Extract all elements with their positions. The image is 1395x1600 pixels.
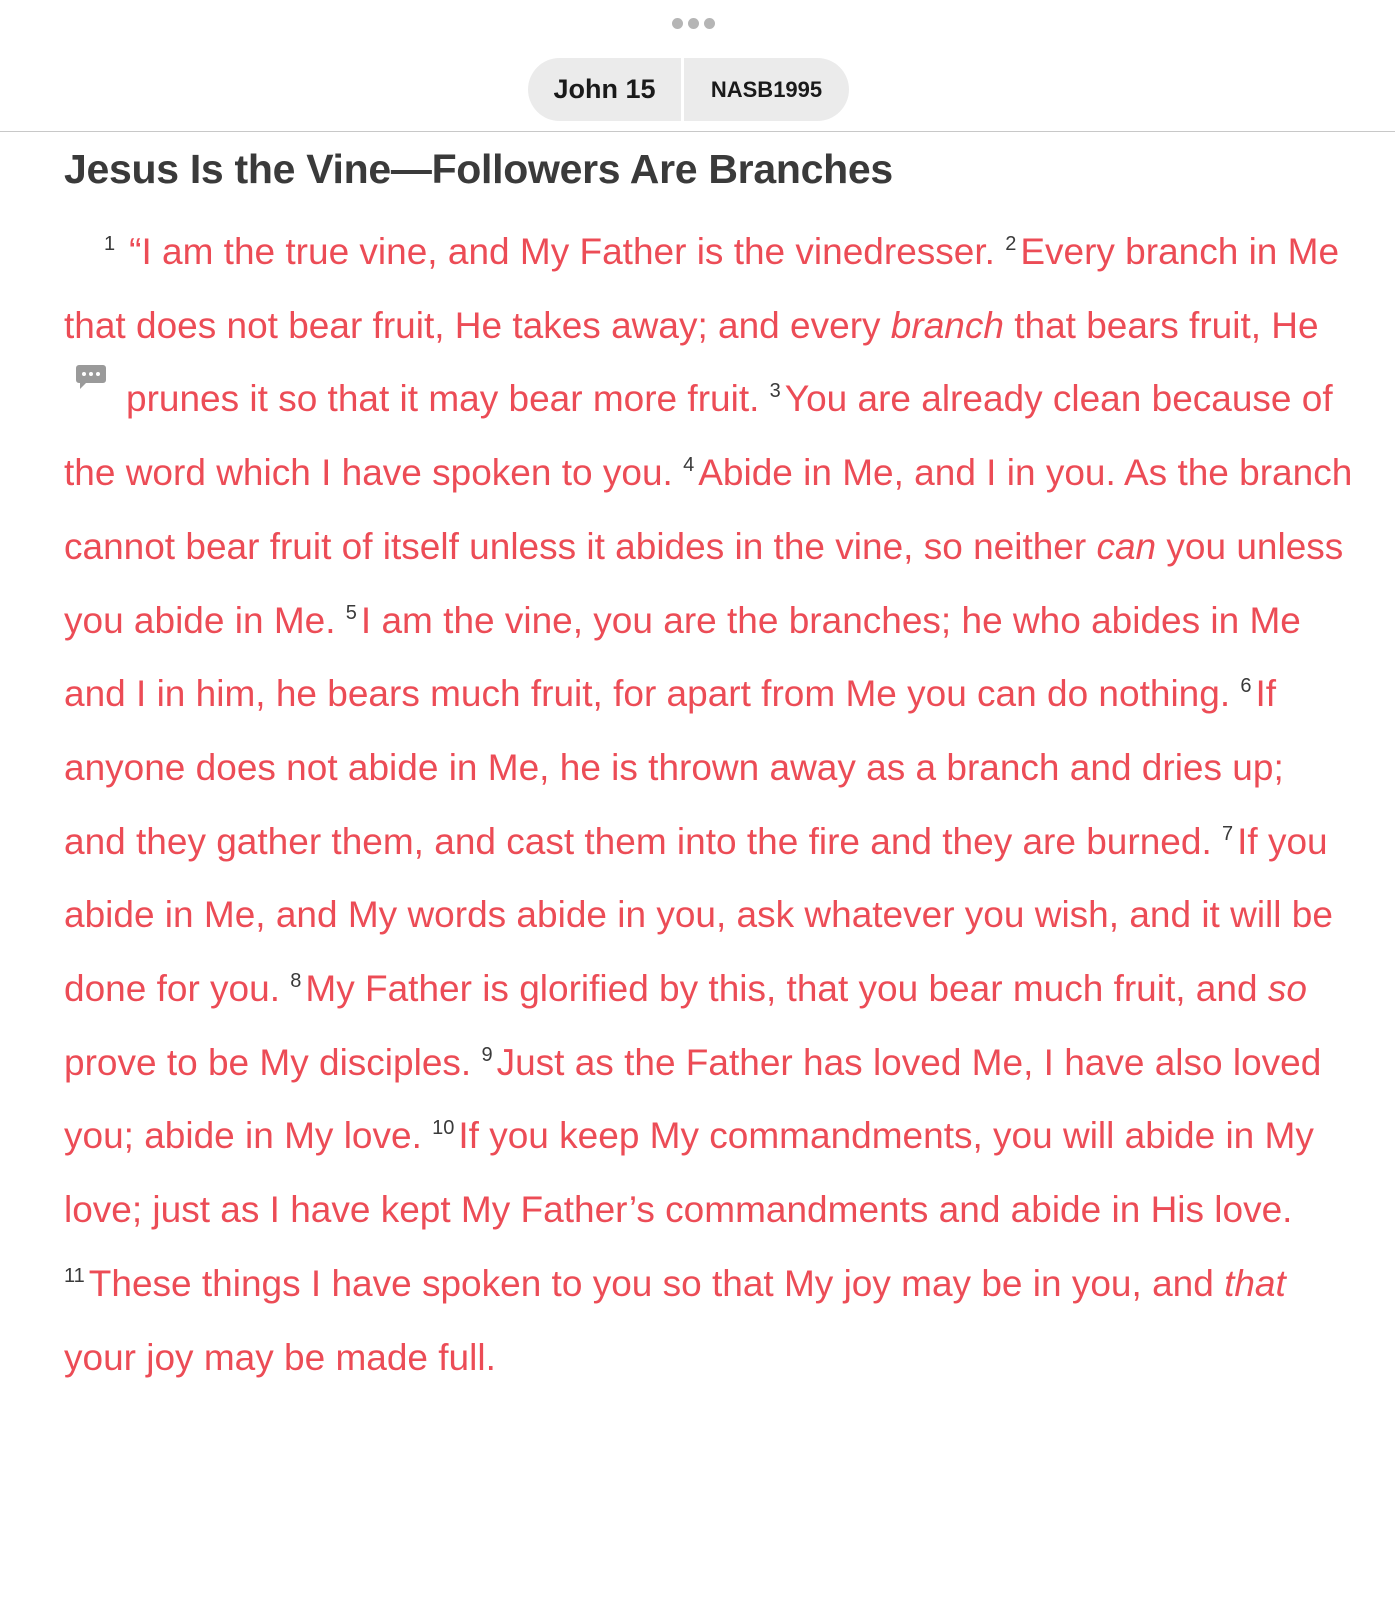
verse-text[interactable]: “I am the true vine, and My Father is the vinedresser. [129, 231, 995, 272]
verse-text[interactable]: My Father is glorified by this, that you bear much fruit, and [305, 968, 1258, 1010]
verse-number[interactable]: 7 [1222, 822, 1234, 845]
section-heading: Jesus Is the Vine—Followers Are Branches [64, 146, 893, 192]
verse-text-italic[interactable]: branch [890, 304, 1004, 346]
verse-number[interactable]: 11 [64, 1264, 85, 1287]
verse-number[interactable]: 3 [769, 380, 781, 403]
verse-text[interactable]: prunes it so that it may bear more fruit. [126, 378, 760, 420]
verse-number[interactable]: 6 [1240, 675, 1252, 698]
verse-number[interactable]: 2 [1005, 233, 1017, 255]
book-chapter-button[interactable]: John 15 [553, 74, 656, 104]
verse-text[interactable]: I am the vine, you are the branches; he who abides in Me and I in him, he bears much fruit, for apart from Me you can do nothing. [64, 599, 1301, 715]
verse-text[interactable]: that bears fruit, He [1014, 304, 1319, 346]
verse-text[interactable]: You are already clean because of the word which I have spoken to you. [64, 378, 1333, 494]
dot [688, 18, 699, 29]
note-comment-icon[interactable] [76, 365, 106, 385]
verse-text[interactable]: If you abide in Me, and My words abide in you, ask whatever you wish, and it will be done for you. [64, 820, 1333, 1010]
verse-number[interactable]: 1 [104, 233, 116, 255]
note-bubble-tail [80, 382, 87, 389]
verse-text[interactable]: your joy may be made full. [64, 1336, 496, 1378]
verse-text[interactable]: If anyone does not abide in Me, he is thrown away as a branch and dries up; and they gather them, and cast them into the fire and they are burned. [64, 673, 1284, 862]
verse-text-italic[interactable]: so [1267, 968, 1307, 1010]
note-bubble [76, 365, 106, 383]
verse-text[interactable]: If you keep My commandments, you will abide in My love; just as I have kept My Father’s commandments and abide in His love. [64, 1115, 1314, 1231]
ellipsis-icon[interactable] [670, 16, 716, 30]
reader-content [64, 131, 1354, 1394]
verse-number[interactable]: 5 [345, 601, 357, 624]
verse-number[interactable]: 4 [683, 454, 695, 477]
verse-text[interactable]: Abide in Me, and I in you. As the branch cannot bear fruit of itself unless it abides in the vine, so neither [64, 452, 1353, 567]
verse-number[interactable]: 9 [481, 1043, 493, 1066]
verse-number[interactable]: 8 [290, 970, 302, 993]
verse-text-italic[interactable]: can [1096, 525, 1157, 567]
dot [672, 18, 683, 29]
verse-text[interactable]: you unless you abide in Me. [64, 525, 1344, 641]
verse-text[interactable]: Every branch in Me that does not bear fruit, He takes away; and every [64, 231, 1340, 346]
verse-text-italic[interactable]: that [1224, 1262, 1286, 1304]
top-bar [0, 0, 1395, 132]
passage-text [64, 215, 1354, 1394]
verse-number[interactable]: 10 [432, 1117, 455, 1140]
dot [704, 18, 715, 29]
reference-selector [528, 58, 849, 121]
verse-text[interactable]: These things I have spoken to you so that My joy may be in you, and [88, 1262, 1214, 1304]
verse-text[interactable]: prove to be My disciples. [64, 1041, 472, 1083]
verse-text[interactable]: Just as the Father has loved Me, I have also loved you; abide in My love. [64, 1041, 1322, 1157]
version-button[interactable]: NASB1995 [710, 76, 823, 102]
